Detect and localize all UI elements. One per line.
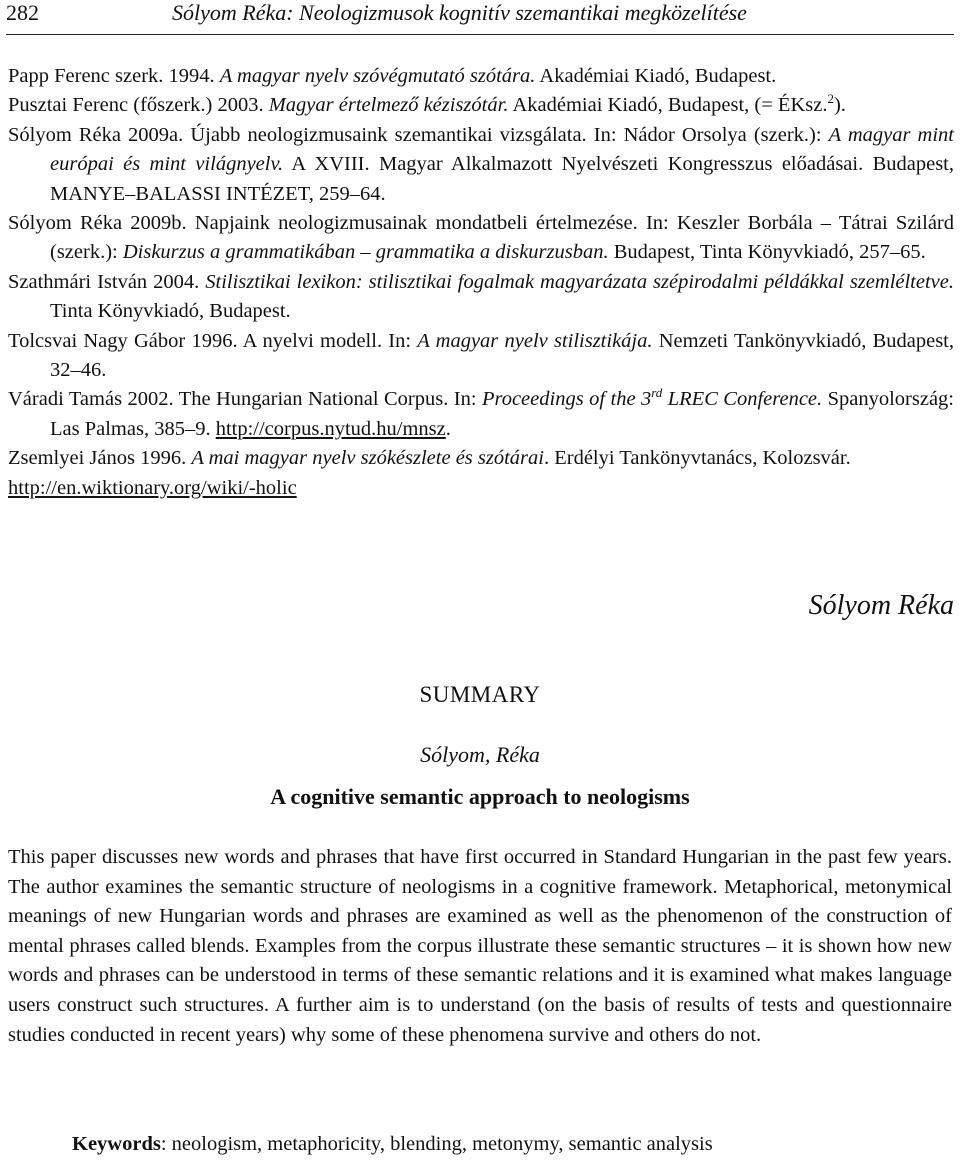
- summary-author: Sólyom, Réka: [420, 742, 540, 767]
- reference-text: .: [445, 417, 451, 440]
- reference-text: Pusztai Ferenc (főszerk.) 2003.: [8, 94, 269, 117]
- reference-entry: [8, 91, 954, 120]
- reference-text: A XVIII. Magyar Alkalmazott Nyelvészeti Kongresszus előadásai. Budapest, MANYE–BALASSI INTÉZET, 259–64.: [50, 153, 954, 205]
- reference-text: Sólyom Réka 2009a. Újabb neologizmusaink szemantikai vizsgálata. In: Nádor Orsolya (szerk.):: [8, 123, 829, 146]
- reference-title: A magyar mint európai és mint világnyelv.: [50, 123, 954, 176]
- reference-entry: [8, 385, 954, 444]
- reference-entry: [8, 444, 954, 473]
- reference-text: ).: [833, 94, 846, 117]
- reference-text: Akadémiai Kiadó, Budapest, (= ÉKsz.: [508, 94, 828, 117]
- reference-text: Zsemlyei János 1996.: [8, 447, 192, 470]
- ordinal-superscript: rd: [651, 385, 663, 401]
- reference-text: Tinta Könyvkiadó, Budapest.: [50, 300, 291, 323]
- reference-title: A magyar nyelv szóvégmutató szótára.: [219, 65, 536, 87]
- wiktionary-link[interactable]: http://en.wiktionary.org/wiki/-holic: [8, 476, 297, 499]
- reference-title: Proceedings of the 3: [481, 388, 652, 411]
- reference-text: Váradi Tamás 2002. The Hungarian National Corpus. In:: [8, 388, 482, 411]
- reference-title: A mai magyar nyelv szókészlete és szótárai: [191, 447, 544, 470]
- running-title: Sólyom Réka: Neologizmusok kognitív szemantikai megközelítése: [172, 0, 747, 25]
- reference-entry: [8, 327, 954, 386]
- reference-entry: [8, 268, 954, 327]
- reference-entry: [8, 209, 954, 268]
- reference-entry: [8, 62, 954, 91]
- reference-text: Budapest, Tinta Könyvkiadó, 257–65.: [608, 241, 926, 264]
- reference-list: [8, 62, 954, 503]
- reference-text: Spanyolország: Las Palmas, 385–9.: [50, 388, 955, 440]
- reference-text: Sólyom Réka 2009b. Napjaink neologizmusainak mondatbeli értelmezése. In: Keszler Borbála – Tátrai Szilárd (szerk.):: [8, 212, 954, 264]
- keywords-text: : neologism, metaphoricity, blending, metonymy, semantic analysis: [160, 1133, 713, 1155]
- reference-text: Nemzeti Tankönyvkiadó, Budapest, 32–46.: [50, 329, 954, 382]
- reference-title: LREC Conference.: [662, 388, 823, 411]
- keywords-line: [72, 1133, 713, 1156]
- summary-title: SUMMARY: [419, 682, 541, 707]
- reference-title: Stilisztikai lexikon: stilisztikai fogalmak magyarázata szépirodalmi példákkal szemléltetve.: [205, 270, 954, 293]
- keywords-label: Keywords: [72, 1133, 161, 1155]
- edition-superscript: 2: [827, 91, 834, 107]
- reference-title: A magyar nyelv stilisztikája.: [417, 329, 653, 352]
- reference-text: Papp Ferenc szerk. 1994.: [8, 65, 220, 87]
- reference-text: Szathmári István 2004.: [8, 270, 206, 293]
- author-signature: Sólyom Réka: [808, 590, 954, 621]
- page-number: 282: [6, 0, 39, 25]
- summary-heading: A cognitive semantic approach to neologisms: [270, 784, 690, 809]
- reference-entry: [8, 121, 954, 209]
- header-rule: [6, 34, 954, 35]
- reference-text: Tolcsvai Nagy Gábor 1996. A nyelvi modell. In:: [8, 329, 418, 352]
- reference-text: Akadémiai Kiadó, Budapest.: [535, 65, 777, 87]
- running-header: [6, 0, 954, 36]
- reference-title: Magyar értelmező kéziszótár.: [268, 94, 509, 117]
- abstract-paragraph: This paper discusses new words and phrases that have first occurred in Standard Hungarian in the past few years. The author examines the semantic structure of neologisms in a cognitive framework. Metaphorical, metonymical meanings of new Hungarian words and phrases are examined as well as the phenomenon of the construction of mental phrases called blends. Examples from the corpus illustrate these semantic structures – it is shown how new words and phrases can be understood in terms of these semantic relations and it is examined what makes language users construct such structures. A further aim is to understand (on the basis of results of tests and questionnaire studies conducted in recent years) why some of these phenomena survive and others do not.: [8, 846, 952, 1046]
- reference-title: Diskurzus a grammatikában – grammatika a diskurzusban.: [122, 241, 609, 264]
- corpus-link[interactable]: http://corpus.nytud.hu/mnsz: [215, 417, 446, 440]
- reference-text: . Erdélyi Tankönyvtanács, Kolozsvár.: [543, 447, 851, 470]
